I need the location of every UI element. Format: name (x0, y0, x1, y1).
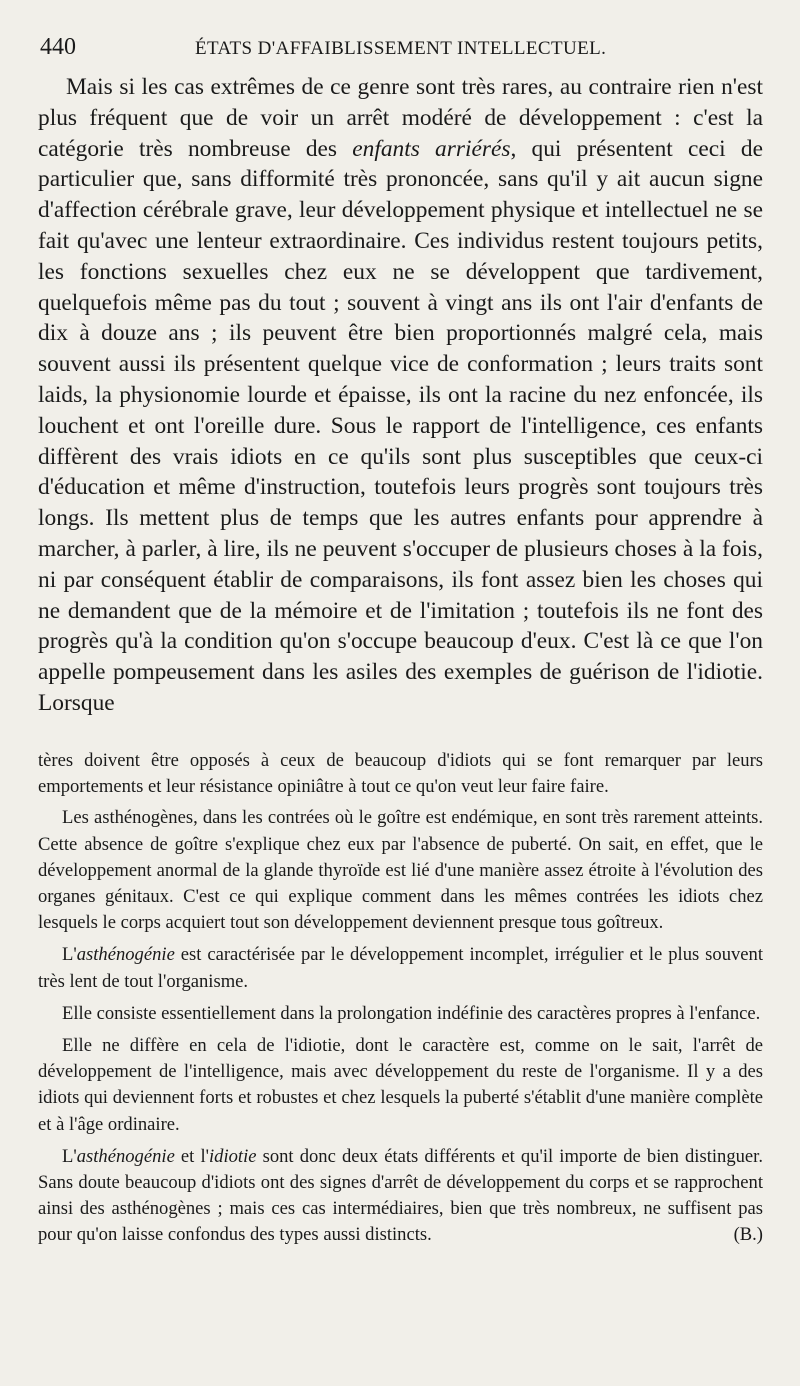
footnote-6-emphasis-1: asthénogénie (76, 1145, 175, 1167)
page-number: 440 (40, 34, 76, 60)
footnote-6-part1: L' (62, 1145, 77, 1167)
footnote-paragraph-1: tères doivent être opposés à ceux de beaucoup d'idiots qui se font remarquer par leurs emportements et leur résistance opiniâtre à tout ce qu'on veut leur faire faire. (38, 750, 763, 798)
main-text-emphasis: enfants arriérés (352, 135, 511, 162)
footnote-6-part2: et l' (174, 1145, 209, 1167)
footnote-paragraph-4: Elle consiste essentiellement dans la prolongation indéfinie des caractères propres à l'enfance. (62, 1002, 761, 1024)
page-header (40, 34, 760, 68)
footnote-signoff: (B.) (733, 1224, 763, 1246)
footnote-paragraph-5: Elle ne diffère en cela de l'idiotie, dont le caractère est, comme on le sait, l'arrêt de développement de l'intelligence, mais avec développement du reste de l'organisme. Il y a des idiots qui deviennent forts et robustes et chez lesquels la puberté s'établit d'une manière complète et à l'âge ordinaire. (38, 1035, 763, 1135)
main-text-part2: , qui présentent ceci de particulier que, sans difformité très prononcée, sans qu'il y ait aucun signe d'affection cérébrale grave, leur développement physique et intellectuel ne se fait qu'avec une lenteur extraordinaire. Ces individus restent toujours petits, les fonctions sexuelles chez eux ne se développent que tardivement, quelquefois même pas du tout ; souvent à vingt ans ils ont l'air d'enfants de dix à douze ans ; ils peuvent être bien proportionnés malgré cela, mais souvent aussi ils présentent quelque vice de conformation ; leurs traits sont laids, la physionomie lourde et épaisse, ils ont la racine du nez enfoncée, ils louchent et ont l'oreille dure. Sous le rapport de l'intelligence, ces enfants diffèrent des vrais idiots en ce qu'ils sont plus susceptibles que ceux-ci d'éducation et même d'instruction, toutefois leurs progrès sont toujours très longs. Ils mettent plus de temps que les autres enfants pour apprendre à marcher, à parler, à lire, ils ne peuvent s'occuper de plusieurs choses à la fois, ni par conséquent établir de comparaisons, ils font assez bien les choses qui ne demandent que de la mémoire et de l'imitation ; toutefois ils ne font des progrès qu'à la condition qu'on s'occupe beaucoup d'eux. C'est là ce que l'on appelle pompeusement dans les asiles des exemples de guérison de l'idiotie. Lorsque (38, 135, 763, 716)
footnote-3-part1: L' (62, 944, 77, 966)
footnote-3-part2: est caractérisée par le développement incomplet, irrégulier et le plus souvent très lent de tout l'organisme. (38, 944, 763, 992)
footnote-paragraph-2: Les asthénogènes, dans les contrées où le goître est endémique, en sont très rarement atteints. Cette absence de goître s'explique chez eux par l'absence de puberté. On sait, en effet, que le développement anormal de la glande thyroïde est lié d'une manière assez étroite à l'évolution des organes génitaux. C'est ce qui explique comment dans les mêmes contrées les idiots chez lesquels le corps acquiert tout son développement deviennent presque tous goîtreux. (38, 807, 763, 934)
footnote-3-emphasis: asthénogénie (76, 944, 175, 966)
running-title: ÉTATS D'AFFAIBLISSEMENT INTELLECTUEL. (195, 38, 607, 59)
main-paragraph (38, 72, 763, 719)
footnote-6-part3: sont donc deux états différents et qu'il importe de bien distinguer. Sans doute beaucoup d'idiots ont des signes d'arrêt de développement du corps et se rapprochent ainsi des asthénogènes ; mais ces cas intermédiaires, bien que très nombreux, ne suffisent pas pour qu'on laisse confondus des types aussi distincts. (38, 1145, 763, 1246)
footnote (38, 748, 763, 1255)
main-text-part1: Mais si les cas extrêmes de ce genre sont très rares, au contraire rien n'est plus fréquent que de voir un arrêt modéré de développement : c'est la catégorie très nombreuse des (38, 74, 763, 162)
footnote-paragraph-6 (38, 1144, 763, 1249)
footnote-6-emphasis-2: idiotie (208, 1145, 257, 1167)
footnote-paragraph-3 (38, 942, 763, 994)
